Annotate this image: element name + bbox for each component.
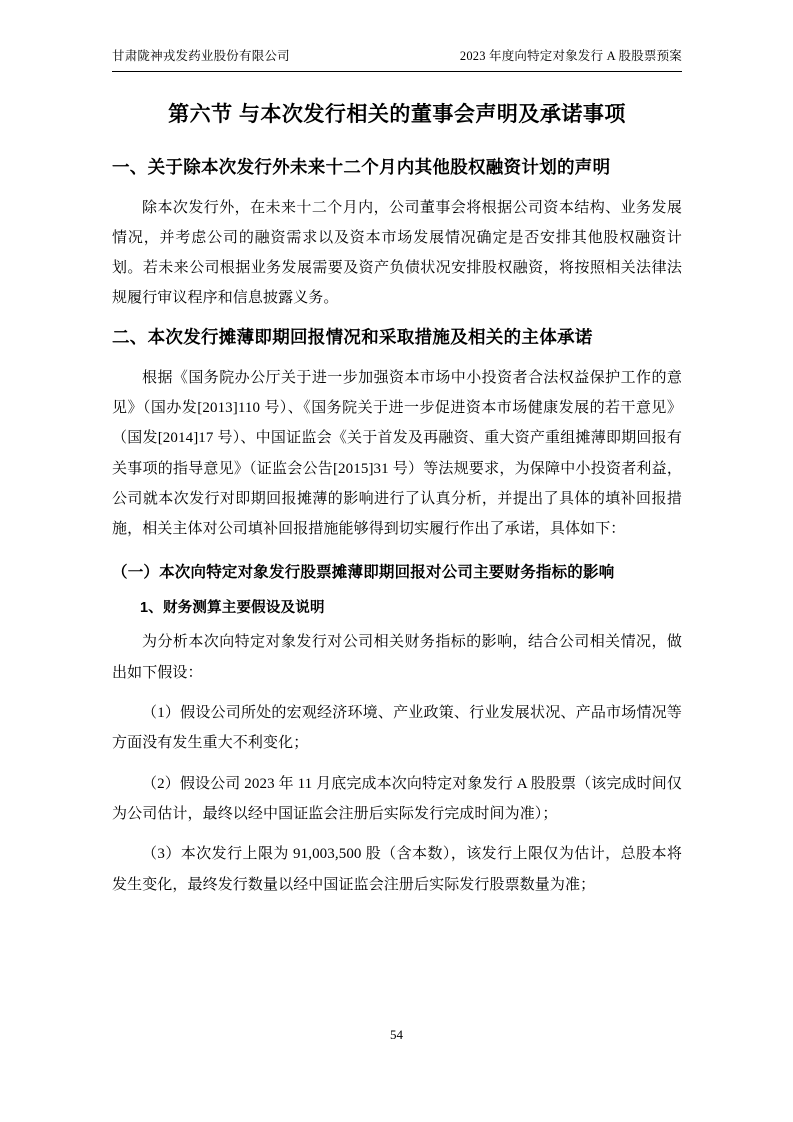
header-document-type: 2023 年度向特定对象发行 A 股股票预案 — [459, 49, 682, 63]
subsection-paragraph-4: （3）本次发行上限为 91,003,500 股（含本数），该发行上限仅为估计，总股本将发生变化，最终发行数量以经中国证监会注册后实际发行股票数量为准； — [112, 846, 682, 893]
page-footer — [0, 1027, 793, 1043]
header-company-name: 甘肃陇神戎发药业股份有限公司 — [112, 49, 290, 63]
section-heading-2: 二、本次发行摊薄即期回报情况和采取措施及相关的主体承诺 — [112, 326, 593, 347]
subsection-heading: （一）本次向特定对象发行股票摊薄即期回报对公司主要财务指标的影响 — [112, 564, 615, 582]
section-heading-1: 一、关于除本次发行外未来十二个月内其他股权融资计划的声明 — [112, 156, 611, 177]
subsection-paragraph-1: 为分析本次向特定对象发行对公司相关财务指标的影响，结合公司相关情况，做出如下假设： — [112, 634, 682, 681]
page-number: 54 — [390, 1027, 403, 1042]
page-title: 第六节 与本次发行相关的董事会声明及承诺事项 — [168, 102, 626, 126]
section-1-paragraph-1: 除本次发行外，在未来十二个月内，公司董事会将根据公司资本结构、业务发展情况，并考虑公司的融资需求以及资本市场发展情况确定是否安排其他股权融资计划。若未来公司根据业务发展需要及资产负债状况安排股权融资，将按照相关法律法规履行审议程序和信息披露义务。 — [112, 199, 682, 307]
page-content — [112, 48, 682, 910]
subsection-paragraph-3: （2）假设公司 2023 年 11 月底完成本次向特定对象发行 A 股股票（该完成时间仅为公司估计，最终以经中国证监会注册后实际发行完成时间为准）； — [112, 775, 682, 822]
header-divider — [112, 71, 682, 72]
subsection-paragraph-2: （1）假设公司所处的宏观经济环境、产业政策、行业发展状况、产品市场情况等方面没有发生重大不利变化； — [112, 705, 682, 752]
section-2-paragraph-1: 根据《国务院办公厅关于进一步加强资本市场中小投资者合法权益保护工作的意见》（国办发[2013]110 号）、《国务院关于进一步促进资本市场健康发展的若干意见》（国发[2014]17 号）、中国证监会《关于首发及再融资、重大资产重组摊薄即期回报有关事项的指导意见》（证监会公告[2015]31 号）等法规要求，为保障中小投资者利益，公司就本次发行对即期回报摊薄的影响进行了认真分析，并提出了具体的填补回报措施，相关主体对公司填补回报措施能够得到切实履行作出了承诺，具体如下： — [112, 369, 682, 538]
page-header — [112, 48, 682, 71]
subsubsection-heading: 1、财务测算主要假设及说明 — [140, 600, 325, 617]
